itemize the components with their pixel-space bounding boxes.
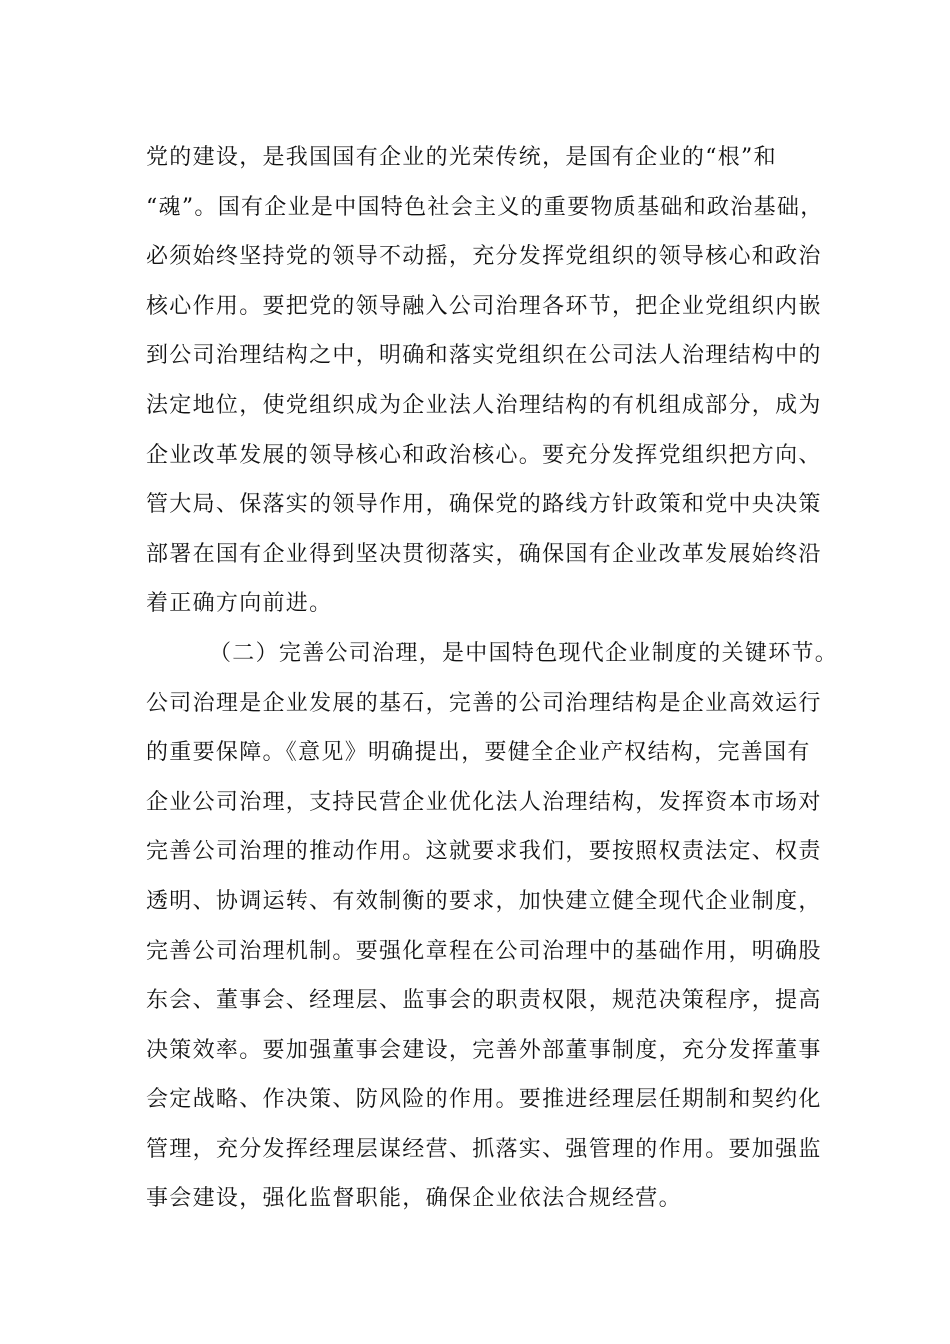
paragraph-2-line: 东会、董事会、经理层、监事会的职责权限，规范决策程序，提高 [146,988,822,1014]
paragraph-2-line: 公司治理是企业发展的基石，完善的公司治理结构是企业高效运行 [146,690,822,716]
paragraph-2-line: 会定战略、作决策、防风险的作用。要推进经理层任期制和契约化 [146,1087,822,1113]
paragraph-1-line: 核心作用。要把党的领导融入公司治理各环节，把企业党组织内嵌 [146,293,822,319]
paragraph-2-line: 完善公司治理机制。要强化章程在公司治理中的基础作用，明确股 [146,938,822,964]
paragraph-1-line: 必须始终坚持党的领导不动摇，充分发挥党组织的领导核心和政治 [146,244,822,270]
paragraph-1-line: 管大局、保落实的领导作用，确保党的路线方针政策和党中央决策 [146,492,822,518]
paragraph-1-line: 党的建设，是我国国有企业的光荣传统，是国有企业的“根”和 [146,145,777,170]
paragraph-1-line: 企业改革发展的领导核心和政治核心。要充分发挥党组织把方向、 [146,442,822,468]
paragraph-1-line: 到公司治理结构之中，明确和落实党组织在公司法人治理结构中的 [146,343,822,369]
paragraph-1-line: “魂”。国有企业是中国特色社会主义的重要物质基础和政治基础， [146,194,824,220]
paragraph-2-line: 完善公司治理的推动作用。这就要求我们，要按照权责法定、权责 [146,839,822,865]
paragraph-2-line: 企业公司治理，支持民营企业优化法人治理结构，发挥资本市场对 [146,789,822,815]
section-heading-line: （二）完善公司治理，是中国特色现代企业制度的关键环节。 [209,640,839,666]
paragraph-1-line: 法定地位，使党组织成为企业法人治理结构的有机组成部分，成为 [146,392,822,418]
paragraph-2-line: 事会建设，强化监督职能，确保企业依法合规经营。 [146,1186,682,1212]
paragraph-2-line: 的重要保障。《意见》明确提出，要健全企业产权结构，完善国有 [146,740,811,766]
paragraph-1-line: 着正确方向前进。 [146,591,333,617]
paragraph-2-line: 决策效率。要加强董事会建设，完善外部董事制度，充分发挥董事 [146,1037,822,1063]
paragraph-1-line: 部署在国有企业得到坚决贯彻落实，确保国有企业改革发展始终沿 [146,541,822,567]
body-text [146,133,839,1224]
paragraph-2-line: 透明、协调运转、有效制衡的要求，加快建立健全现代企业制度， [146,888,822,914]
paragraph-2-line: 管理，充分发挥经理层谋经营、抓落实、强管理的作用。要加强监 [146,1136,822,1162]
